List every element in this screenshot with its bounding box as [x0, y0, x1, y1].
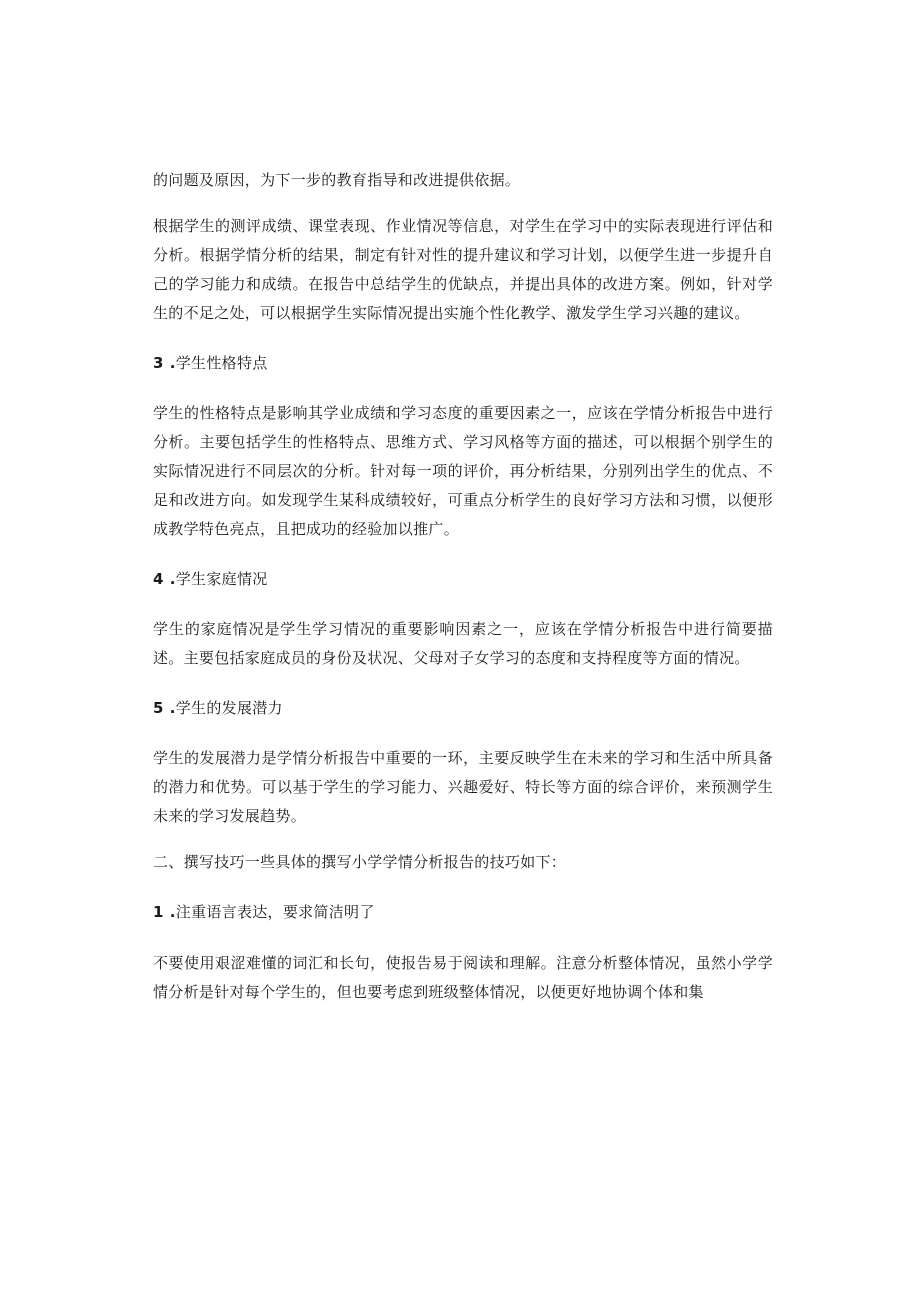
section-two-heading: 二、撰写技巧一些具体的撰写小学学情分析报告的技巧如下： [153, 853, 567, 871]
heading-language [153, 898, 773, 927]
heading-personality [153, 349, 773, 378]
heading-family [153, 565, 773, 594]
heading-dot: . [169, 903, 176, 921]
heading-number: 5 [153, 699, 164, 717]
heading-potential [153, 694, 773, 723]
paragraph-personality: 学生的性格特点是影响其学业成绩和学习态度的重要因素之一，应该在学情分析报告中进行分析。主要包括学生的性格特点、思维方式、学习风格等方面的描述，可以根据个别学生的实际情况进行不同层次的分析。针对每一项的评价，再分析结果，分别列出学生的优点、不足和改进方向。如发现学生某科成绩较好，可重点分析学生的良好学习方法和习惯，以便形成教学特色亮点，且把成功的经验加以推广。 [153, 404, 773, 538]
paragraph-language: 不要使用艰涩难懂的词汇和长句，使报告易于阅读和理解。注意分析整体情况，虽然小学学情分析是针对每个学生的，但也要考虑到班级整体情况，以便更好地协调个体和集 [153, 954, 773, 1001]
heading-title: 注重语言表达，要求简洁明了 [175, 903, 375, 921]
heading-dot: . [169, 354, 176, 372]
heading-number: 1 [153, 903, 164, 921]
paragraph-potential: 学生的发展潜力是学情分析报告中重要的一环，主要反映学生在未来的学习和生活中所具备的潜力和优势。可以基于学生的学习能力、兴趣爱好、特长等方面的综合评价，来预测学生未来的学习发展趋势。 [153, 749, 773, 825]
heading-number: 4 [153, 570, 164, 588]
heading-title: 学生性格特点 [175, 354, 268, 372]
paragraph-family: 学生的家庭情况是学生学习情况的重要影响因素之一，应该在学情分析报告中进行简要描述。主要包括家庭成员的身份及状况、父母对子女学习的态度和支持程度等方面的情况。 [153, 620, 773, 667]
document-page [153, 166, 773, 1007]
heading-dot: . [169, 570, 176, 588]
heading-title: 学生家庭情况 [175, 570, 268, 588]
heading-title: 学生的发展潜力 [175, 699, 283, 717]
heading-dot: . [169, 699, 176, 717]
paragraph-intro-tail: 的问题及原因，为下一步的教育指导和改进提供依据。 [153, 171, 521, 189]
paragraph-assessment: 根据学生的测评成绩、课堂表现、作业情况等信息，对学生在学习中的实际表现进行评估和分析。根据学情分析的结果，制定有针对性的提升建议和学习计划，以便学生进一步提升自己的学习能力和成绩。在报告中总结学生的优缺点，并提出具体的改进方案。例如，针对学生的不足之处，可以根据学生实际情况提出实施个性化教学、激发学生学习兴趣的建议。 [153, 217, 773, 322]
heading-number: 3 [153, 354, 164, 372]
